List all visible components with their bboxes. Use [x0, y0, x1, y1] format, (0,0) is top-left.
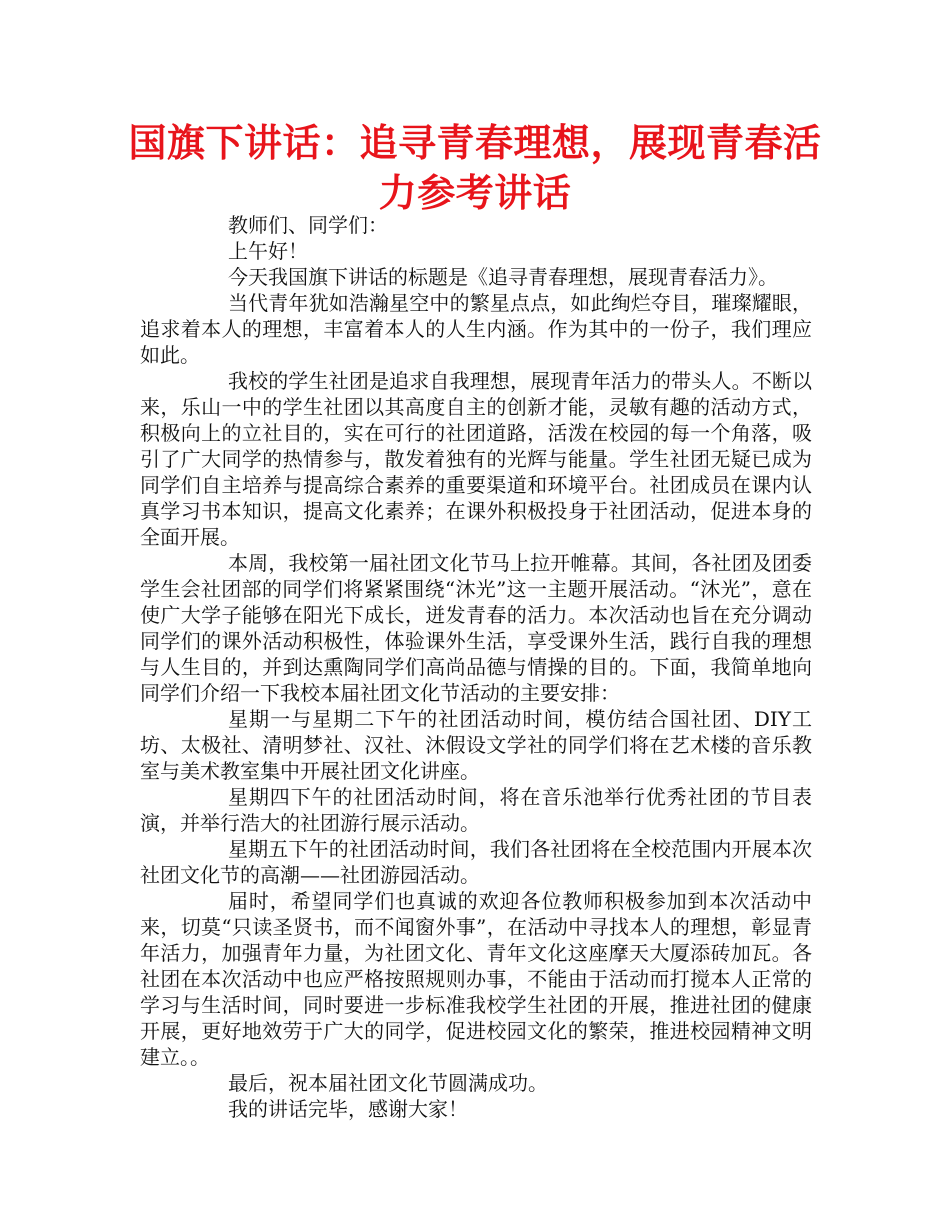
- paragraph-closing: 我的讲话完毕，感谢大家！: [228, 1097, 468, 1121]
- paragraph-good-morning: 上午好！: [228, 239, 308, 263]
- paragraph-clubs: 我校的学生社团是追求自我理想，展现青年活力的带头人。不断以来，乐山一中的学生社团以其高度自主的创新才能，灵敏有趣的活动方式，积极向上的立社目的，实在可行的社团道路，活泼在校园的每一个角落，吸引了广大同学的热情参与，散发着独有的光辉与能量。学生社团无疑已成为同学们自主培养与提高综合素养的重要渠道和环境平台。社团成员在课内认真学习书本知识，提高文化素养；在课外积极投身于社团活动，促进本身的全面开展。: [140, 369, 812, 549]
- paragraph-topic: 今天我国旗下讲话的标题是《追寻青春理想，展现青春活力》。: [228, 265, 778, 289]
- paragraph-invitation: 届时，希望同学们也真诚的欢迎各位教师积极参加到本次活动中来，切莫“只读圣贤书，而不闻窗外事”，在活动中寻找本人的理想，彰显青年活力，加强青年力量，为社团文化、青年文化这座摩天大厦添砖加瓦。各社团在本次活动中也应严格按照规则办事，不能由于活动而打搅本人正常的学习与生活时间，同时要进一步标准我校学生社团的开展，推进社团的健康开展，更好地效劳于广大的同学，促进校园文化的繁荣，推进校园精神文明建立。。: [140, 889, 812, 1069]
- paragraph-friday: 星期五下午的社团活动时间，我们各社团将在全校范围内开展本次社团文化节的高潮——社团游园活动。: [140, 837, 812, 887]
- document-body: [140, 212, 812, 1122]
- paragraph-mon-tue: 星期一与星期二下午的社团活动时间，模仿结合国社团、DIY工坊、太极社、清明梦社、汉社、沐假设文学社的同学们将在艺术楼的音乐教室与美术教室集中开展社团文化讲座。: [140, 707, 812, 783]
- paragraph-greeting: 教师们、同学们：: [228, 213, 388, 237]
- paragraph-wish: 最后，祝本届社团文化节圆满成功。: [228, 1071, 548, 1095]
- paragraph-youth: 当代青年犹如浩瀚星空中的繁星点点，如此绚烂夺目，璀璨耀眼，追求着本人的理想，丰富着本人的人生内涵。作为其中的一份子，我们理应如此。: [140, 291, 812, 367]
- paragraph-thursday: 星期四下午的社团活动时间，将在音乐池举行优秀社团的节目表演，并举行浩大的社团游行展示活动。: [140, 785, 812, 835]
- paragraph-festival: 本周，我校第一届社团文化节马上拉开帷幕。其间，各社团及团委学生会社团部的同学们将紧紧围绕“沐光”这一主题开展活动。“沐光”，意在使广大学子能够在阳光下成长，迸发青春的活力。本次活动也旨在充分调动同学们的课外活动积极性，体验课外生活，享受课外生活，践行自我的理想与人生目的，并到达熏陶同学们高尚品德与情操的目的。下面，我简单地向同学们介绍一下我校本届社团文化节活动的主要安排：: [140, 551, 812, 705]
- document-title: 国旗下讲话：追寻青春理想，展现青春活力参考讲话: [128, 121, 822, 215]
